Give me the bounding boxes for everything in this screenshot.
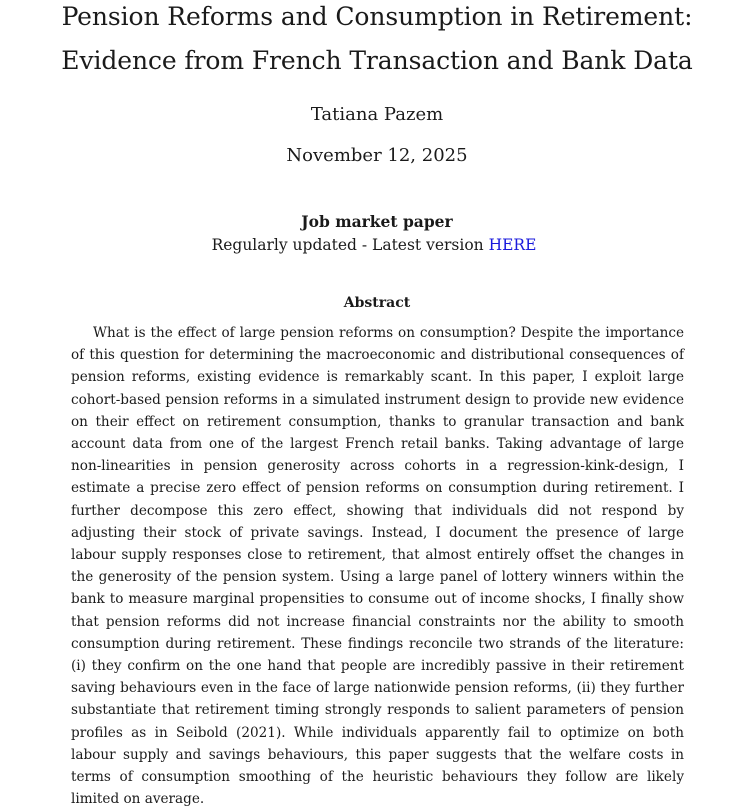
author-name: Tatiana Pazem [310,104,444,125]
paper-title-line-1: Pension Reforms and Consumption in Retirement: [61,2,693,31]
paper-date: November 12, 2025 [286,145,468,166]
abstract-heading: Abstract [343,295,411,311]
abstract-body: What is the effect of large pension reforms on consumption? Despite the importance of this question for determining the macroeconomic and distributional consequences of pension reforms, existing evidence is remarkably scant. In this paper, I exploit large cohort-based pension reforms in a simulated instrument design to provide new evidence on their effect on retirement consumption, thanks to granular transaction and bank account data from one of the largest French retail banks. Taking advantage of large non-linearities in pension generosity across cohorts in a regression-kink-design, I estimate a precise zero effect of pension reforms on consumption during retirement. I further decompose this zero effect, showing that individuals did not respond by adjusting their stock of private savings. Instead, I document the presence of large labour supply responses close to retirement, that almost entirely offset the changes in the generosity of the pension system. Using a large panel of lottery winners within the bank to measure marginal propensities to consume out of income shocks, I finally show that pension reforms did not increase financial constraints nor the ability to smooth consumption during retirement. These findings reconcile two strands of the literature: (i) they confirm on the one hand that people are incredibly passive in their retirement saving behaviours even in the face of large nationwide pension reforms, (ii) they further substantiate that retirement timing strongly responds to salient parameters of pension profiles as in Seibold (2021). While individuals apparently fail to optimize on both labour supply and savings behaviours, this paper suggests that the welfare costs in terms of consumption smoothing of the heuristic behaviours they follow are likely limited on average. [71,325,684,808]
job-market-paper-label: Job market paper [301,212,453,231]
latest-version-link[interactable]: HERE [488,236,537,254]
latest-version-line [0,236,734,254]
paper-title-line-2: Evidence from French Transaction and Bank Data [61,46,693,75]
latest-version-text: Regularly updated - Latest version [211,236,489,254]
